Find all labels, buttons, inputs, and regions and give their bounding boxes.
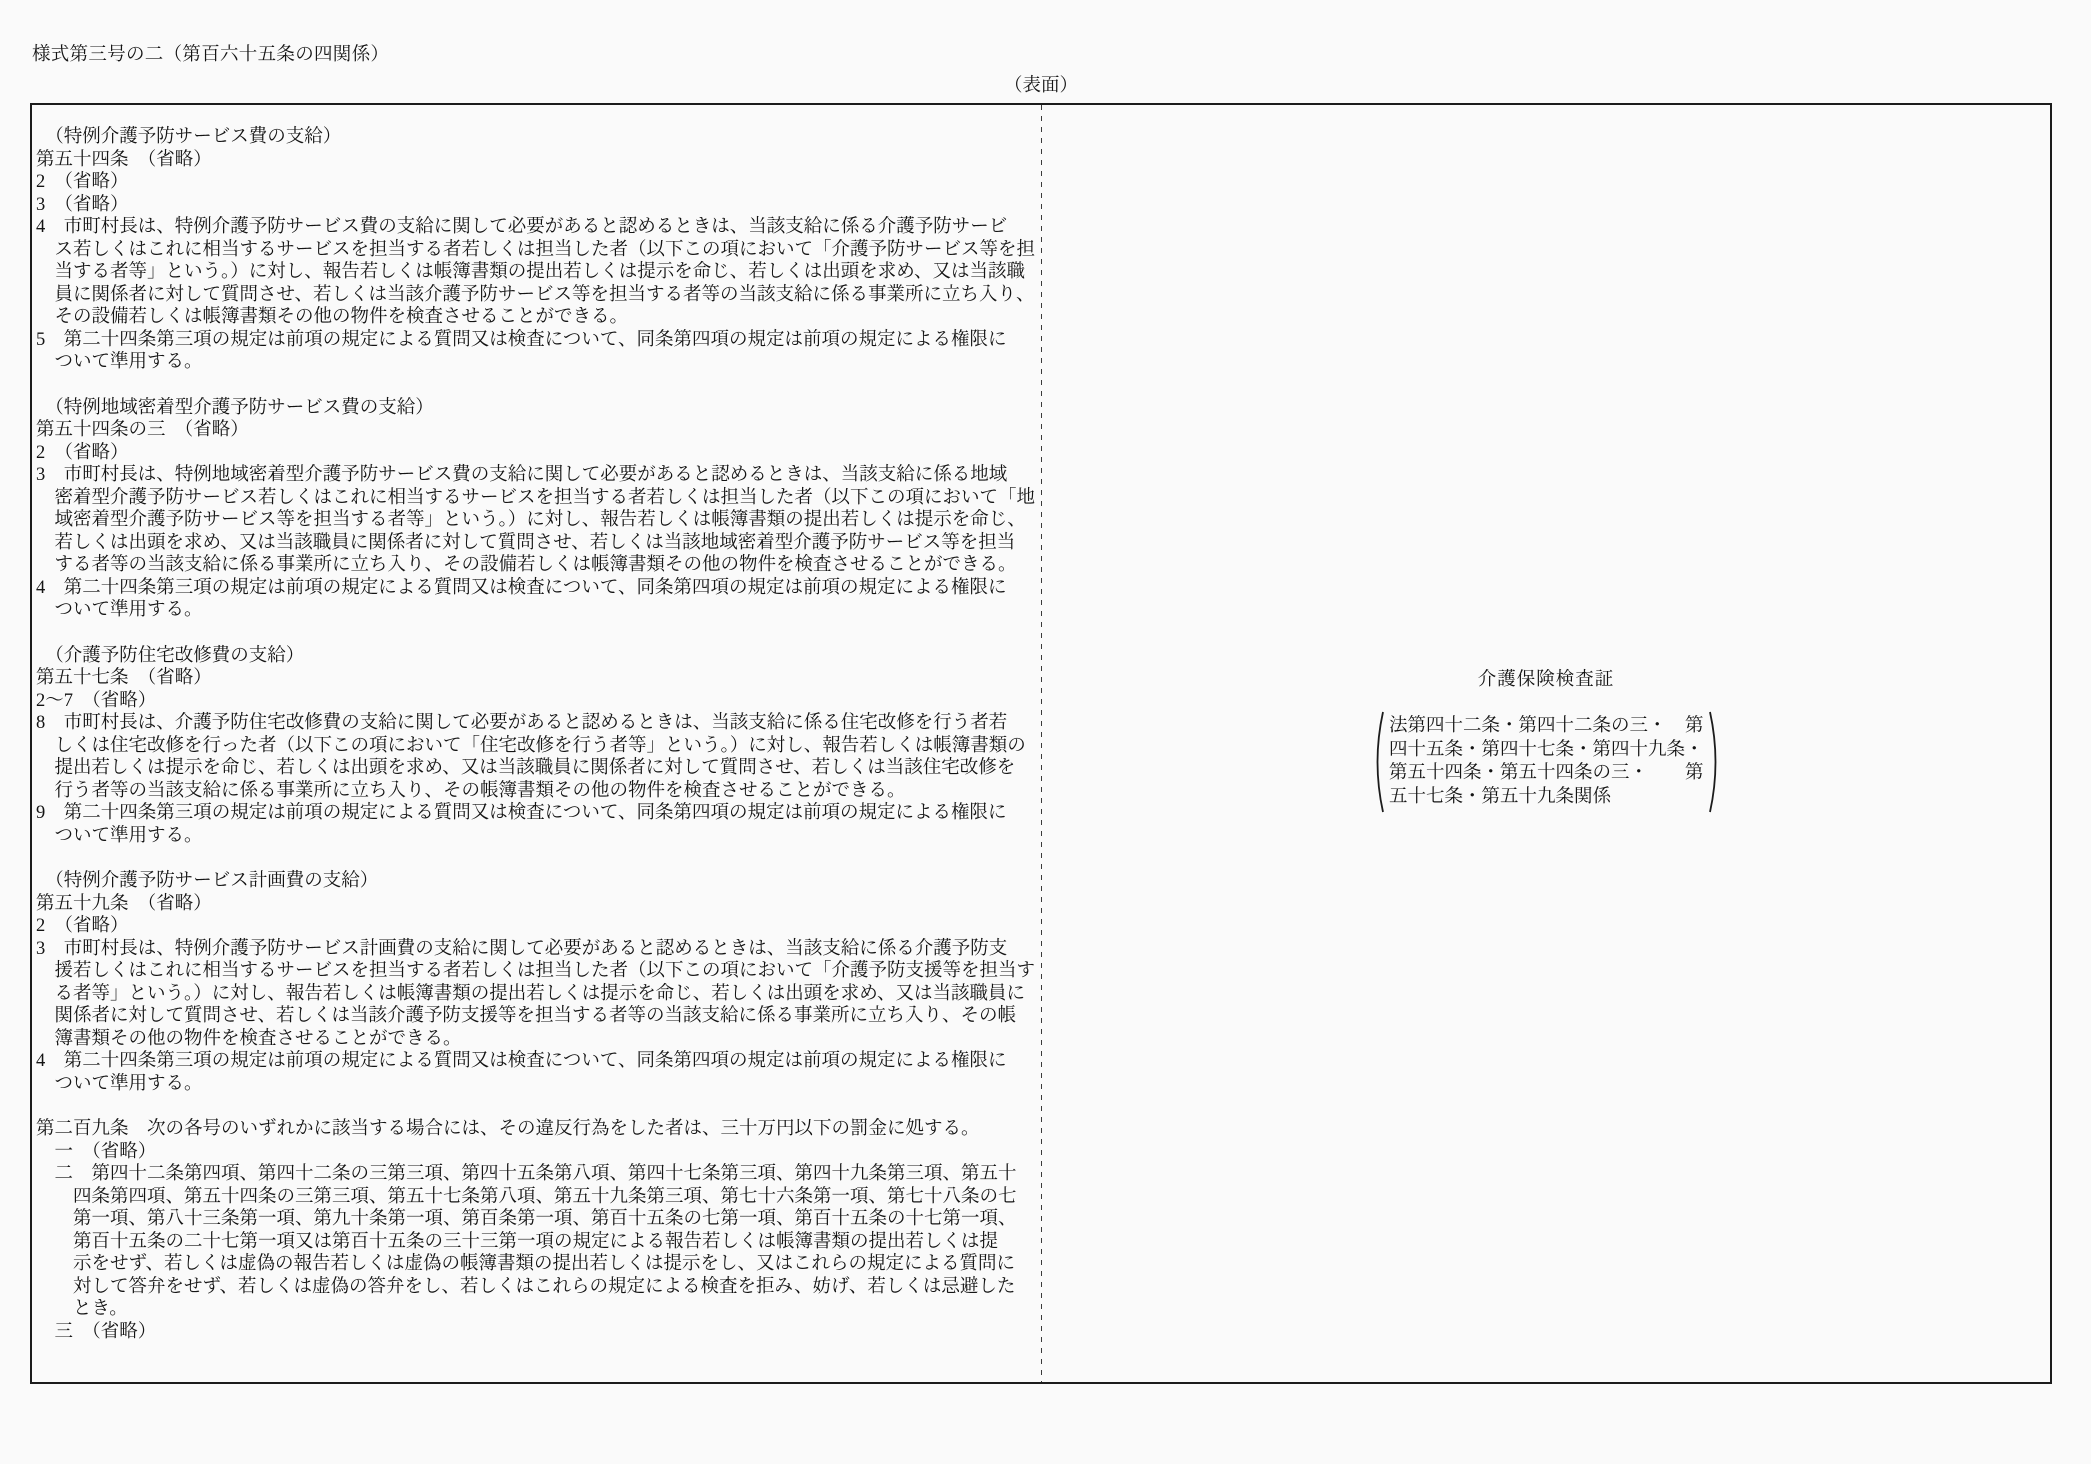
statute-reference-line: 第五十四条・第五十四条の三・ 第 <box>1389 763 1704 783</box>
text-line: 若しくは出頭を求め、又は当該職員に関係者に対して質問させ、若しくは当該地域密着型介護予防サービス等を担当 <box>36 532 1016 553</box>
text-line: 一 （省略） <box>36 1141 157 1162</box>
text-line: ス若しくはこれに相当するサービスを担当する者若しくは担当した者（以下この項において「介護予防サービス等を担 <box>36 239 1036 260</box>
text-line: 当する者等」という。）に対し、報告若しくは帳簿書類の提出若しくは提示を命じ、若しくは出頭を求め、又は当該職 <box>36 262 1026 283</box>
text-line: 4 市町村長は、特例介護予防サービス費の支給に関して必要があると認めるときは、当該支給に係る介護予防サービ <box>36 217 1008 238</box>
text-line: 域密着型介護予防サービス等を担当する者等」という。）に対し、報告若しくは帳簿書類の提出若しくは提示を命じ、 <box>36 510 1026 531</box>
statute-reference-line: 五十七条・第五十九条関係 <box>1389 786 1612 807</box>
text-line: 関係者に対して質問させ、若しくは当該介護予防支援等を担当する者等の当該支給に係る事業所に立ち入り、その帳 <box>36 1006 1016 1027</box>
text-line: 員に関係者に対して質問させ、若しくは当該介護予防サービス等を担当する者等の当該支給に係る事業所に立ち入り、 <box>36 284 1035 305</box>
text-line <box>36 622 1038 645</box>
text-line: ついて準用する。 <box>36 825 203 846</box>
text-line: 2 （省略） <box>36 916 129 937</box>
text-line: る者等」という。）に対し、報告若しくは帳簿書類の提出若しくは提示を命じ、若しくは出頭を求め、又は当該職員に <box>36 983 1026 1004</box>
text-line: 提出若しくは提示を命じ、若しくは出頭を求め、又は当該職員に関係者に対して質問させ、若しくは当該住宅改修を <box>36 758 1016 779</box>
statute-reference-note <box>1370 709 1723 815</box>
text-line: （特例介護予防サービス計画費の支給） <box>36 871 379 892</box>
text-line: 3 （省略） <box>36 194 129 215</box>
text-line: 三 （省略） <box>36 1321 157 1342</box>
text-line: 第二百九条 次の各号のいずれかに該当する場合には、その違反行為をした者は、三十万円以下の罰金に処する。 <box>36 1119 980 1140</box>
text-line: （特例介護予防サービス費の支給） <box>36 127 342 147</box>
text-line: 第百十五条の二十七第一項又は第百十五条の三十三第一項の規定による報告若しくは帳簿書類の提出若しくは提 <box>36 1231 999 1252</box>
statute-reference-text <box>1389 715 1704 809</box>
text-line: 対して答弁をせず、若しくは虚偽の答弁をし、若しくはこれらの規定による検査を拒み、妨げ、若しくは忌避した <box>36 1276 1016 1297</box>
text-line: 2～7 （省略） <box>36 690 157 711</box>
text-line: 4 第二十四条第三項の規定は前項の規定による質問又は検査について、同条第四項の規定は前項の規定による権限に <box>36 577 1007 598</box>
text-line: （特例地域密着型介護予防サービス費の支給） <box>36 397 434 418</box>
text-line: 8 市町村長は、介護予防住宅改修費の支給に関して必要があると認めるときは、当該支給に係る住宅改修を行う者若 <box>36 713 1008 734</box>
text-line: 4 第二十四条第三項の規定は前項の規定による質問又は検査について、同条第四項の規定は前項の規定による権限に <box>36 1051 1007 1072</box>
text-line: 簿書類その他の物件を検査させることができる。 <box>36 1028 462 1049</box>
text-line: 示をせず、若しくは虚偽の報告若しくは虚偽の帳簿書類の提出若しくは提示をし、又はこれらの規定による質問に <box>36 1254 1016 1275</box>
text-line: とき。 <box>36 1299 128 1320</box>
text-line: 第五十七条 （省略） <box>36 668 212 689</box>
text-line: 第五十四条の三 （省略） <box>36 420 249 441</box>
left-column-text <box>36 126 1038 1344</box>
text-line <box>36 374 1038 397</box>
text-line: 密着型介護予防サービス若しくはこれに相当するサービスを担当する者若しくは担当した者（以下この項において「地 <box>36 487 1036 508</box>
certificate-title: 介護保険検査証 <box>1477 670 1615 690</box>
text-line: ついて準用する。 <box>36 1073 203 1094</box>
bracket-left-icon <box>1370 709 1385 815</box>
text-line: 2 （省略） <box>36 442 129 463</box>
text-line: しくは住宅改修を行った者（以下この項において「住宅改修を行う者等」という。）に対し、報告若しくは帳簿書類の <box>36 735 1026 756</box>
text-line: 2 （省略） <box>36 172 129 193</box>
text-line: 行う者等の当該支給に係る事業所に立ち入り、その帳簿書類その他の物件を検査させることができる。 <box>36 780 906 801</box>
text-line: ついて準用する。 <box>36 600 203 621</box>
text-line: 第五十九条 （省略） <box>36 893 212 914</box>
text-line: 第一項、第八十三条第一項、第九十条第一項、第百条第一項、第百十五条の七第一項、第百十五条の十七第一項、 <box>36 1209 1017 1230</box>
text-line: 二 第四十二条第四項、第四十二条の三第三項、第四十五条第八項、第四十七条第三項、第四十九条第三項、第五十 <box>36 1164 1017 1185</box>
document-sheet <box>30 103 2052 1384</box>
text-line: 四条第四項、第五十四条の三第三項、第五十七条第八項、第五十九条第三項、第七十六条第一項、第七十八条の七 <box>36 1186 1017 1207</box>
text-line: ついて準用する。 <box>36 352 203 373</box>
text-line: 9 第二十四条第三項の規定は前項の規定による質問又は検査について、同条第四項の規定は前項の規定による権限に <box>36 803 1007 824</box>
text-line: 3 市町村長は、特例地域密着型介護予防サービス費の支給に関して必要があると認めるときは、当該支給に係る地域 <box>36 465 1008 486</box>
side-label: （表面） <box>1003 76 1078 96</box>
statute-reference-line: 四十五条・第四十七条・第四十九条・ <box>1389 739 1704 760</box>
text-line: する者等の当該支給に係る事業所に立ち入り、その設備若しくは帳簿書類その他の物件を検査させることができる。 <box>36 555 1017 576</box>
text-line <box>36 1096 1038 1119</box>
statute-reference-line: 法第四十二条・第四十二条の三・ 第 <box>1389 716 1704 736</box>
text-line: 3 市町村長は、特例介護予防サービス計画費の支給に関して必要があると認めるときは、当該支給に係る介護予防支 <box>36 938 1008 959</box>
bracket-right-icon <box>1708 709 1723 815</box>
text-line: その設備若しくは帳簿書類その他の物件を検査させることができる。 <box>36 307 629 328</box>
text-line: （介護予防住宅改修費の支給） <box>36 645 305 666</box>
text-line: 5 第二十四条第三項の規定は前項の規定による質問又は検査について、同条第四項の規定は前項の規定による権限に <box>36 329 1007 350</box>
text-line: 第五十四条 （省略） <box>36 149 212 170</box>
text-line: 援若しくはこれに相当するサービスを担当する者若しくは担当した者（以下この項において「介護予防支援等を担当す <box>36 961 1036 982</box>
right-column <box>1042 105 2050 1382</box>
form-number-label: 様式第三号の二（第百六十五条の四関係） <box>32 45 390 65</box>
text-line <box>36 848 1038 871</box>
